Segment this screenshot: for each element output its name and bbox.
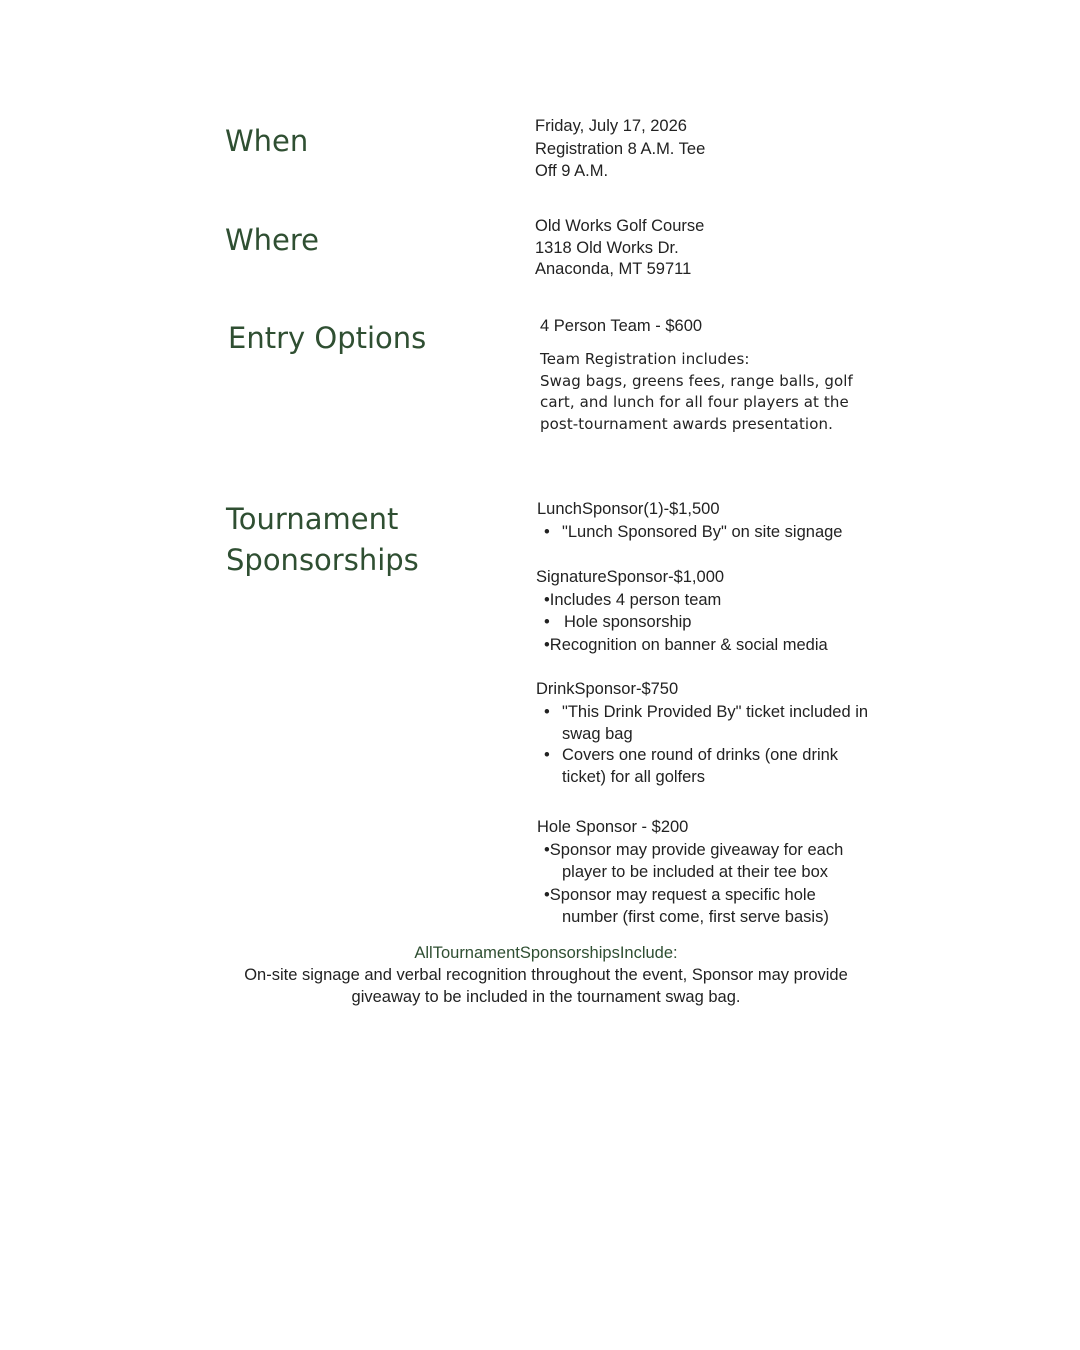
drink-benefit-line: swag bag [562,724,633,743]
signature-sponsor [536,566,828,656]
entry-options-heading: Entry Options [228,321,427,355]
lunch-sponsor [537,498,842,543]
entry-price [540,315,702,338]
includes-line: Swag bags, greens fees, range balls, golf [540,371,853,390]
when-details [535,115,705,183]
bullet-icon: • [544,613,550,631]
where-heading: Where [225,223,320,257]
sponsorships-heading-line: Sponsorships [226,543,419,577]
event-date: Friday, July 17, 2026 [535,117,687,135]
bullet-icon: • [544,702,550,721]
bullet-icon: • [544,522,550,541]
bullet-icon: • [544,635,550,654]
lunch-sponsor-title: LunchSponsor(1)-$1,500 [537,500,720,518]
footer-body-line: On-site signage and verbal recognition throughout the event, Sponsor may provide [244,966,848,984]
includes-line: cart, and lunch for all four players at the [540,393,849,412]
drink-benefit-line: "This Drink Provided By" ticket included in [562,702,869,721]
tee-off-time: Off 9 A.M. [535,162,609,180]
hole-benefit-line [544,839,843,862]
sponsorships-footer [200,942,892,1008]
signature-benefit: Includes 4 person team [549,590,722,609]
bullet-icon: • [544,885,550,904]
drink-benefit-line: Covers one round of drinks (one drink [562,746,839,765]
drink-sponsor [536,679,868,789]
signature-benefit: Hole sponsorship [564,613,692,631]
signature-benefit: Recognition on banner & social media [549,635,828,654]
entry-includes [540,349,853,436]
venue-city: Anaconda, MT 59711 [535,260,692,278]
venue-name: Old Works Golf Course [535,217,705,235]
hole-benefit-line: player to be included at their tee box [562,863,829,881]
hole-sponsor [537,816,843,929]
footer-body-line: giveaway to be included in the tournament swag bag. [351,988,741,1006]
drink-benefit-line: ticket) for all golfers [562,768,706,787]
team-price: 4 Person Team - $600 [540,317,703,335]
includes-line: post-tournament awards presentation. [540,415,833,434]
hole-benefit-text: Sponsor may request a specific hole [549,885,816,904]
registration-time: Registration 8 A.M. Tee [535,139,706,158]
venue-street: 1318 Old Works Dr. [535,238,679,257]
sponsorships-heading [226,499,419,581]
sponsorships-heading-line: Tournament [226,502,399,536]
footer-title: AllTournamentSponsorshipsInclude: [414,944,678,962]
hole-benefit-text: Sponsor may provide giveaway for each [549,840,844,859]
where-details [535,216,704,281]
drink-benefit [562,702,868,746]
hole-benefit [537,884,843,929]
bullet-icon: • [544,590,550,609]
hole-benefit-line: number (first come, first serve basis) [562,908,829,926]
bullet-icon: • [544,746,550,765]
lunch-benefit: "Lunch Sponsored By" on site signage [562,522,843,541]
hole-sponsor-title: Hole Sponsor - $200 [537,818,689,836]
hole-benefit [537,839,843,884]
bullet-icon: • [544,840,550,859]
when-heading: When [225,124,309,158]
signature-sponsor-title: SignatureSponsor-$1,000 [536,568,725,586]
drink-benefit [562,745,868,789]
drink-sponsor-title: DrinkSponsor-$750 [536,680,679,698]
hole-benefit-line [544,884,843,907]
includes-title: Team Registration includes: [540,350,750,368]
